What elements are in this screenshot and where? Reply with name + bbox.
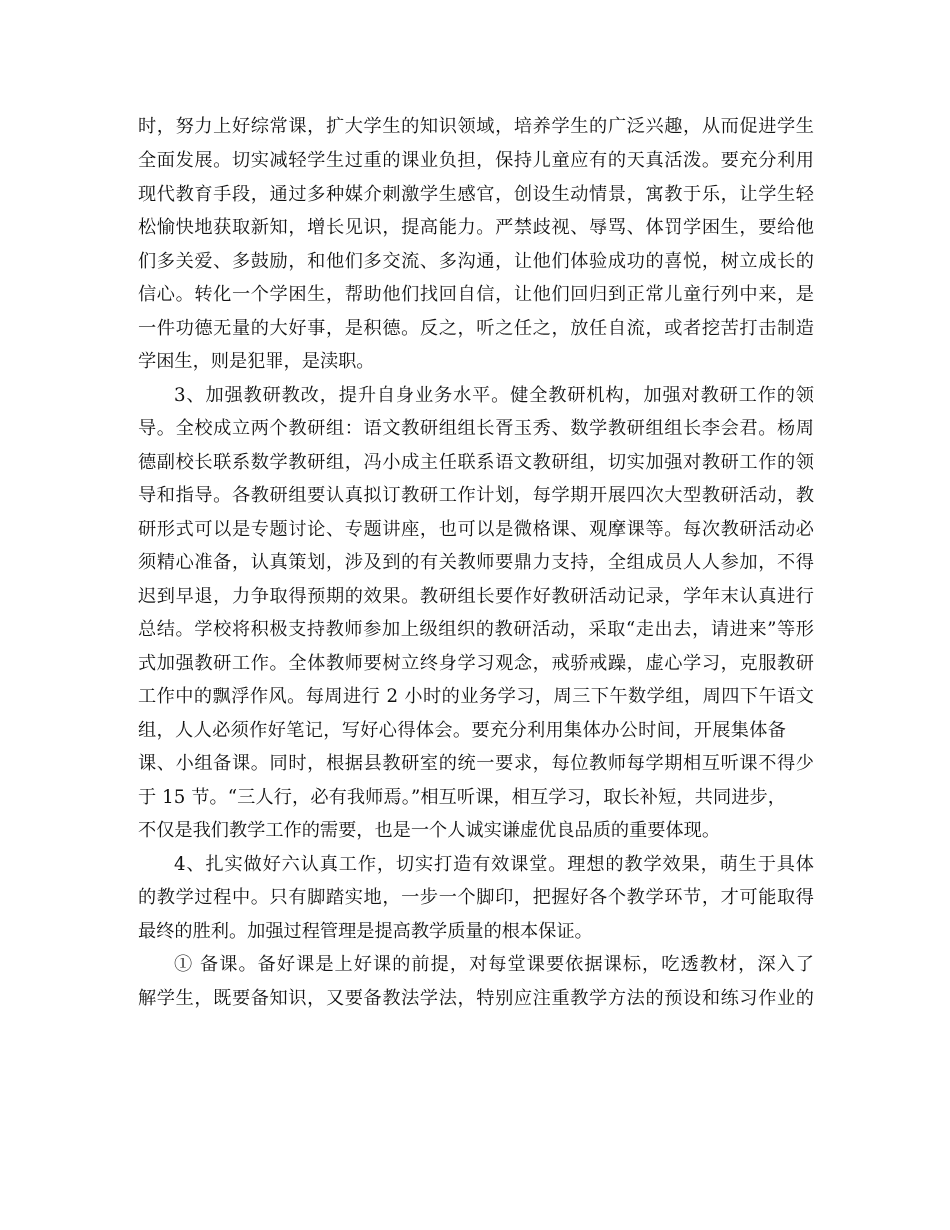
text-line: 解学生，既要备知识，又要备教法学法，特别应注重教学方法的预设和练习作业的 — [138, 988, 814, 1009]
text-line: 须精心准备，认真策划，涉及到的有关教师要鼎力支持，全组成员人人参加，不得 — [138, 552, 814, 573]
text-line: 课、小组备课。同时，根据县教研室的统一要求，每位教师每学期相互听课不得少 — [138, 753, 814, 774]
text-line: 们多关爱、多鼓励，和他们多交流、多沟通，让他们体验成功的喜悦，树立成长的 — [138, 251, 814, 272]
text-line: 组，人人必须作好笔记，写好心得体会。要充分利用集体办公时间，开展集体备 — [138, 720, 786, 741]
text-line: 最终的胜利。加强过程管理是提高教学质量的根本保证。 — [138, 921, 593, 942]
text-line: 德副校长联系数学教研组，冯小成主任联系语文教研组，切实加强对教研工作的领 — [138, 452, 814, 473]
text-line: 式加强教研工作。全体教师要树立终身学习观念，戒骄戒躁，虚心学习，克服教研 — [138, 653, 814, 674]
text-line: 现代教育手段，通过多种媒介刺激学生感官，创设生动情景，寓教于乐，让学生轻 — [138, 184, 814, 205]
paragraph-start-line: 4、扎实做好六认真工作，切实打造有效课堂。理想的教学效果，萌生于具体 — [174, 854, 814, 875]
text-line: 总结。学校将积极支持教师参加上级组织的教研活动，采取“走出去，请进来”等形 — [138, 619, 814, 640]
text-line: 工作中的飘浮作风。每周进行 2 小时的业务学习，周三下午数学组，周四下午语文 — [138, 686, 814, 707]
text-line: 研形式可以是专题讨论、专题讲座，也可以是微格课、观摩课等。每次教研活动必 — [138, 519, 814, 540]
text-line: 的教学过程中。只有脚踏实地，一步一个脚印，把握好各个教学环节，才可能取得 — [138, 887, 814, 908]
text-line: 一件功德无量的大好事，是积德。反之，听之任之，放任自流，或者挖苦打击制造 — [138, 318, 814, 339]
text-line: 迟到早退，力争取得预期的效果。教研组长要作好教研活动记录，学年末认真进行 — [138, 586, 814, 607]
text-line: 学困生，则是犯罪，是渎职。 — [138, 351, 375, 372]
paragraph-start-line: ① 备课。备好课是上好课的前提，对每堂课要依据课标，吃透教材，深入了 — [174, 954, 814, 975]
text-line: 松愉快地获取新知，增长见识，提高能力。严禁歧视、辱骂、体罚学困生，要给他 — [138, 217, 814, 238]
text-line: 信心。转化一个学困生，帮助他们找回自信，让他们回归到正常儿童行列中来，是 — [138, 284, 814, 305]
text-line: 导和指导。各教研组要认真拟订教研工作计划，每学期开展四次大型教研活动，教 — [138, 485, 814, 506]
text-line: 导。全校成立两个教研组：语文教研组组长胥玉秀、数学教研组组长李会君。杨周 — [138, 418, 814, 439]
text-line: 于 15 节。“三人行，必有我师焉。”相互听课，相互学习，取长补短，共同进步， — [138, 787, 786, 808]
paragraph-start-line: 3、加强教研教改，提升自身业务水平。健全教研机构，加强对教研工作的领 — [174, 385, 814, 406]
text-line: 全面发展。切实减轻学生过重的课业负担，保持儿童应有的天真活泼。要充分利用 — [138, 150, 814, 171]
text-line: 时，努力上好综常课，扩大学生的知识领域，培养学生的广泛兴趣，从而促进学生 — [138, 116, 814, 137]
text-line: 不仅是我们教学工作的需要，也是一个人诚实谦虚优良品质的重要体现。 — [138, 820, 721, 841]
